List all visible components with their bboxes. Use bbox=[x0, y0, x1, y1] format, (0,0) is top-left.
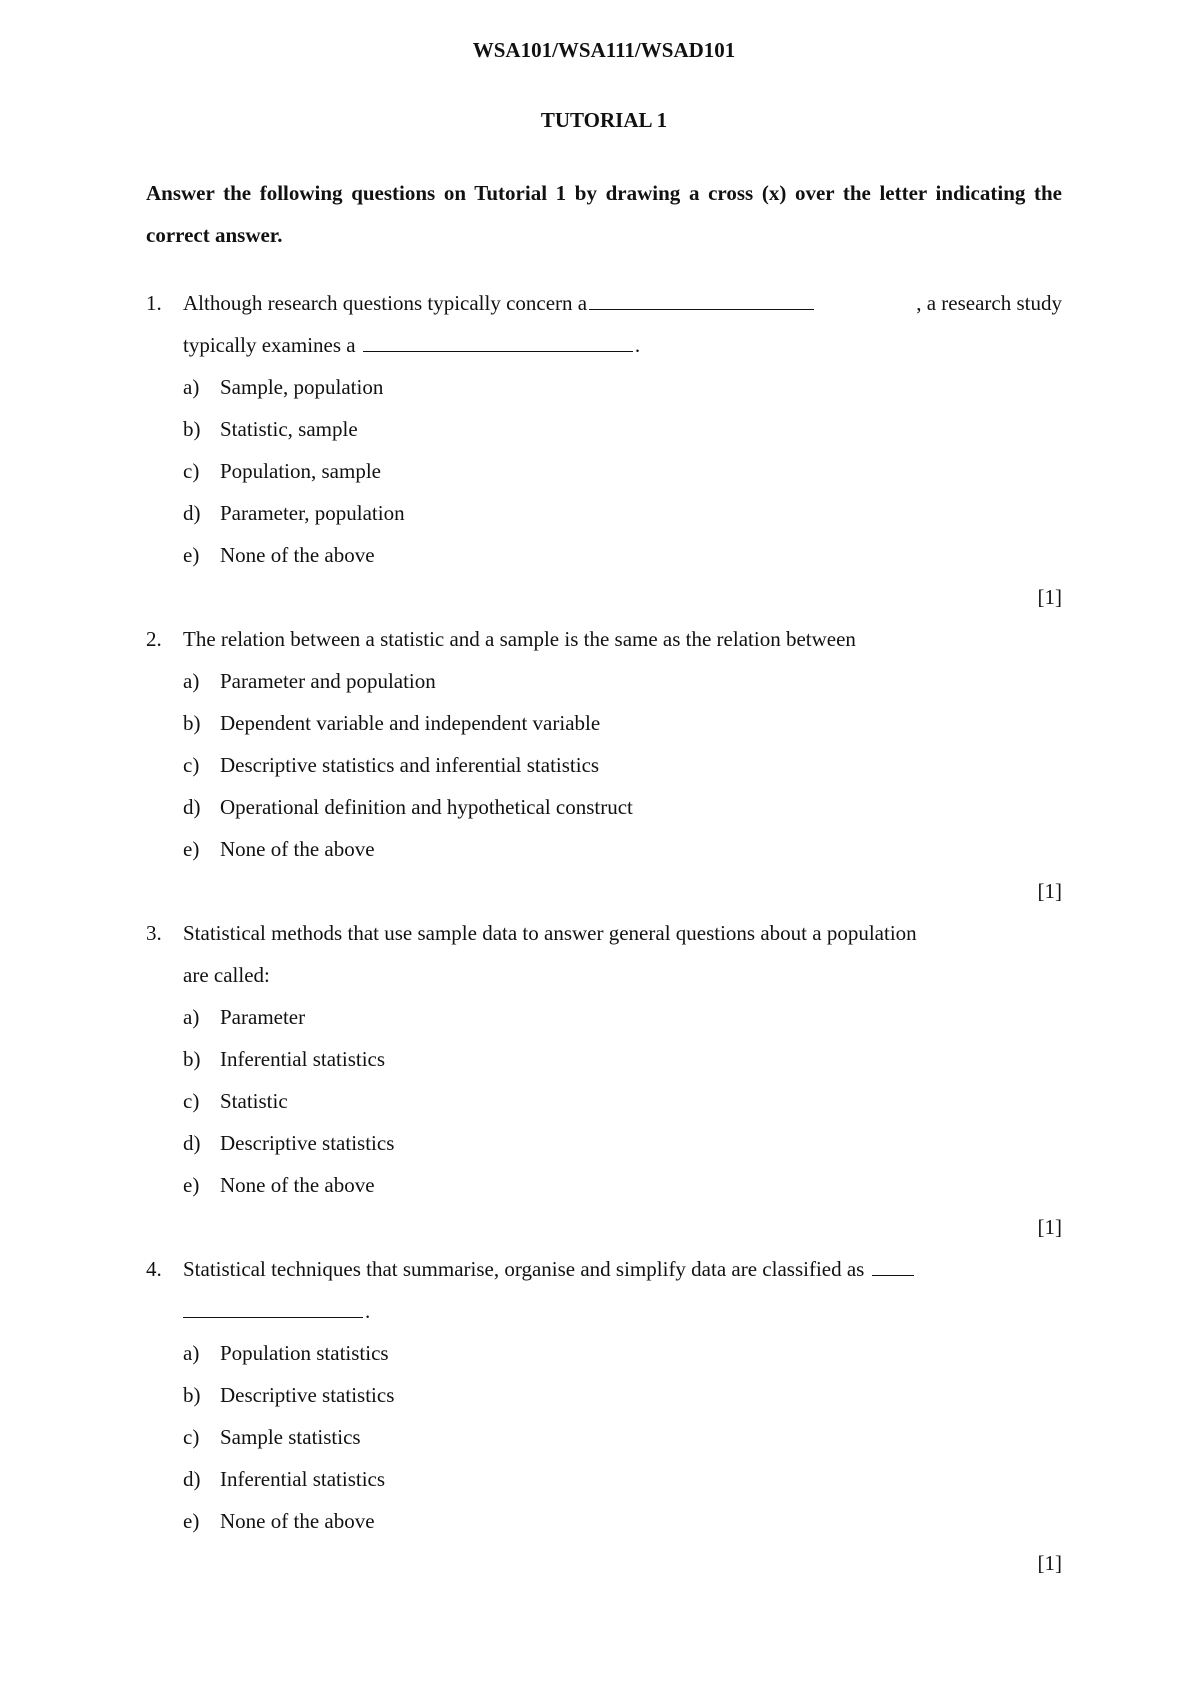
question-mark-value: [1] bbox=[1037, 1215, 1062, 1239]
option-text: Dependent variable and independent variable bbox=[220, 711, 601, 735]
option-text: Parameter bbox=[220, 1005, 306, 1029]
option-text: Operational definition and hypothetical construct bbox=[220, 795, 633, 819]
answer-blank bbox=[589, 308, 814, 310]
answer-blank bbox=[872, 1274, 914, 1276]
option-text: None of the above bbox=[220, 1509, 375, 1533]
option-text: Inferential statistics bbox=[220, 1047, 386, 1071]
option-letter[interactable]: e) bbox=[183, 543, 200, 567]
question-mark-value: [1] bbox=[1037, 879, 1062, 903]
question-3-text-b: are called: bbox=[183, 963, 270, 987]
option-letter[interactable]: d) bbox=[183, 501, 201, 525]
question-4-line-1 bbox=[183, 1248, 1062, 1290]
option-text: Inferential statistics bbox=[220, 1467, 386, 1491]
question-number: 4. bbox=[146, 1257, 162, 1281]
question-1-text-a: Although research questions typically concern a bbox=[183, 291, 588, 315]
option-letter[interactable]: a) bbox=[183, 1005, 200, 1029]
option-letter[interactable]: b) bbox=[183, 711, 201, 735]
option-letter[interactable]: e) bbox=[183, 837, 200, 861]
question-2-text: The relation between a statistic and a sample is the same as the relation between bbox=[183, 627, 856, 651]
instructions-text: Answer the following questions on Tutorial 1 by drawing a cross (x) over the letter indicating the correct answer. bbox=[146, 181, 1062, 247]
question-4-text-a: Statistical techniques that summarise, organise and simplify data are classified as bbox=[183, 1257, 865, 1281]
option-text: Descriptive statistics bbox=[220, 1383, 395, 1407]
question-1-text-b: , a research study bbox=[916, 291, 1062, 315]
option-text: Population, sample bbox=[220, 459, 381, 483]
option-text: Sample statistics bbox=[220, 1425, 361, 1449]
option-letter[interactable]: d) bbox=[183, 1467, 201, 1491]
option-letter[interactable]: c) bbox=[183, 1425, 200, 1449]
option-letter[interactable]: e) bbox=[183, 1173, 200, 1197]
option-letter[interactable]: b) bbox=[183, 1383, 201, 1407]
option-text: None of the above bbox=[220, 837, 375, 861]
course-codes-header: WSA101/WSA111/WSAD101 bbox=[472, 38, 736, 62]
option-text: Descriptive statistics and inferential statistics bbox=[220, 753, 600, 777]
option-letter[interactable]: b) bbox=[183, 417, 201, 441]
option-text: None of the above bbox=[220, 543, 375, 567]
option-text: Parameter and population bbox=[220, 669, 436, 693]
option-letter[interactable]: e) bbox=[183, 1509, 200, 1533]
option-text: Population statistics bbox=[220, 1341, 389, 1365]
question-1-line-2 bbox=[183, 324, 1062, 366]
question-number: 1. bbox=[146, 291, 162, 315]
question-mark-value: [1] bbox=[1037, 1551, 1062, 1575]
question-4-text-b: . bbox=[365, 1299, 371, 1323]
option-letter[interactable]: a) bbox=[183, 375, 200, 399]
option-letter[interactable]: b) bbox=[183, 1047, 201, 1071]
question-mark-value: [1] bbox=[1037, 585, 1062, 609]
question-4-line-2 bbox=[183, 1290, 1062, 1332]
question-1-text-d: . bbox=[634, 333, 641, 357]
option-letter[interactable]: d) bbox=[183, 795, 201, 819]
answer-blank bbox=[183, 1316, 363, 1318]
question-number: 3. bbox=[146, 921, 162, 945]
option-text: Descriptive statistics bbox=[220, 1131, 395, 1155]
option-text: Statistic, sample bbox=[220, 417, 358, 441]
option-letter[interactable]: c) bbox=[183, 459, 200, 483]
tutorial-title: TUTORIAL 1 bbox=[540, 108, 668, 132]
option-text: Parameter, population bbox=[220, 501, 405, 525]
question-1-text-c: typically examines a bbox=[183, 333, 356, 357]
option-letter[interactable]: c) bbox=[183, 753, 200, 777]
option-letter[interactable]: c) bbox=[183, 1089, 200, 1113]
answer-blank bbox=[363, 350, 633, 352]
option-letter[interactable]: a) bbox=[183, 1341, 200, 1365]
option-letter[interactable]: a) bbox=[183, 669, 200, 693]
question-3-text-a: Statistical methods that use sample data to answer general questions about a population bbox=[183, 921, 917, 945]
question-1-line-1 bbox=[183, 282, 1062, 324]
option-letter[interactable]: d) bbox=[183, 1131, 201, 1155]
question-number: 2. bbox=[146, 627, 162, 651]
option-text: None of the above bbox=[220, 1173, 375, 1197]
option-text: Sample, population bbox=[220, 375, 384, 399]
option-text: Statistic bbox=[220, 1089, 288, 1113]
question-3-line-1 bbox=[183, 912, 1062, 954]
